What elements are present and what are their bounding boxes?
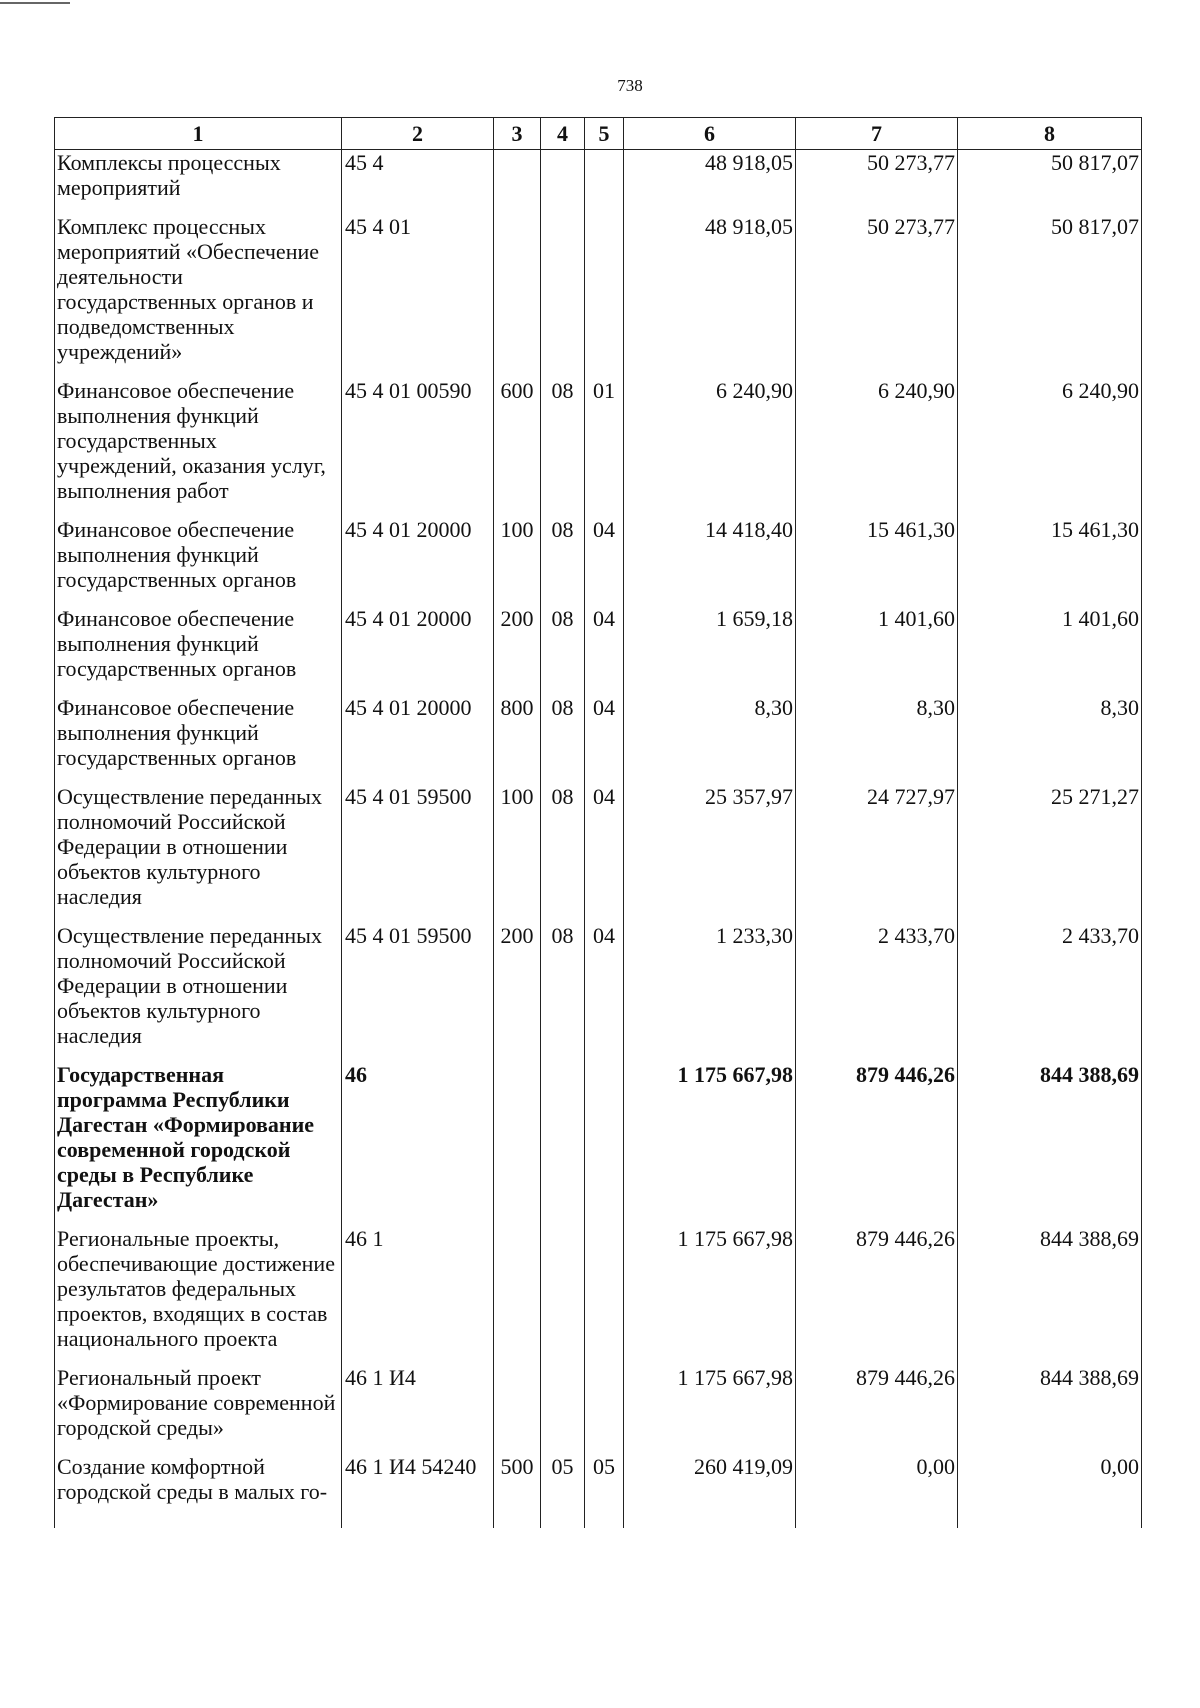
- page-number: 738: [617, 76, 643, 95]
- cell-subsection: 04: [585, 606, 624, 695]
- cell-amount-col8: 1 401,60: [958, 606, 1142, 695]
- cell-amount-col8: 2 433,70: [958, 923, 1142, 1062]
- cell-amount-col6: 48 918,05: [624, 150, 796, 215]
- cell-section: 05: [541, 1454, 585, 1528]
- cell-name: Региональный проект «Формирование современной городской среды»: [55, 1365, 342, 1454]
- cell-target-article: 46: [342, 1062, 494, 1226]
- cell-expense-type: [494, 150, 541, 215]
- cell-name: Создание комфортной городской среды в малых го-: [55, 1454, 342, 1528]
- cell-amount-col6: 14 418,40: [624, 517, 796, 606]
- table-row: [55, 150, 1142, 215]
- cell-section: 08: [541, 606, 585, 695]
- cell-target-article: 45 4 01 20000: [342, 606, 494, 695]
- cell-expense-type: 200: [494, 606, 541, 695]
- cell-amount-col6: 25 357,97: [624, 784, 796, 923]
- cell-amount-col7: 50 273,77: [796, 214, 958, 378]
- cell-amount-col7: 8,30: [796, 695, 958, 784]
- cell-name: Осуществление переданных полномочий Российской Федерации в отношении объектов культурного наследия: [55, 784, 342, 923]
- cell-amount-col8: 50 817,07: [958, 214, 1142, 378]
- table-body: [55, 150, 1142, 1529]
- cell-expense-type: 200: [494, 923, 541, 1062]
- cell-amount-col6: 1 175 667,98: [624, 1062, 796, 1226]
- column-header: 5: [585, 118, 624, 150]
- cell-subsection: 05: [585, 1454, 624, 1528]
- table-row: [55, 378, 1142, 517]
- cell-subsection: 04: [585, 517, 624, 606]
- cell-expense-type: [494, 1226, 541, 1365]
- cell-amount-col7: 879 446,26: [796, 1365, 958, 1454]
- cell-subsection: [585, 150, 624, 215]
- cell-subsection: [585, 214, 624, 378]
- cell-section: [541, 1226, 585, 1365]
- cell-amount-col7: 879 446,26: [796, 1226, 958, 1365]
- cell-name: Комплекс процессных мероприятий «Обеспечение деятельности государственных органов и подведомственных учреждений»: [55, 214, 342, 378]
- cell-section: 08: [541, 517, 585, 606]
- cell-subsection: [585, 1062, 624, 1226]
- column-header: 8: [958, 118, 1142, 150]
- cell-amount-col8: 0,00: [958, 1454, 1142, 1528]
- table-row: [55, 606, 1142, 695]
- cell-subsection: 01: [585, 378, 624, 517]
- cell-amount-col7: 0,00: [796, 1454, 958, 1528]
- table-row: [55, 784, 1142, 923]
- cell-amount-col8: 25 271,27: [958, 784, 1142, 923]
- cell-amount-col6: 6 240,90: [624, 378, 796, 517]
- cell-target-article: 45 4 01 00590: [342, 378, 494, 517]
- cell-expense-type: [494, 1365, 541, 1454]
- cell-amount-col8: 8,30: [958, 695, 1142, 784]
- table-row: [55, 1365, 1142, 1454]
- cell-section: 08: [541, 923, 585, 1062]
- cell-amount-col8: 844 388,69: [958, 1365, 1142, 1454]
- cell-name: Государственная программа Республики Дагестан «Формирование современной городской среды в Республике Дагестан»: [55, 1062, 342, 1226]
- cell-amount-col6: 48 918,05: [624, 214, 796, 378]
- cell-target-article: 45 4 01: [342, 214, 494, 378]
- cell-name: Финансовое обеспечение выполнения функций государственных учреждений, оказания услуг, выполнения работ: [55, 378, 342, 517]
- cell-expense-type: [494, 1062, 541, 1226]
- column-header: 7: [796, 118, 958, 150]
- cell-name: Комплексы процессных мероприятий: [55, 150, 342, 215]
- cell-expense-type: 500: [494, 1454, 541, 1528]
- cell-amount-col6: 1 175 667,98: [624, 1365, 796, 1454]
- table-row: [55, 517, 1142, 606]
- cell-amount-col7: 6 240,90: [796, 378, 958, 517]
- table-row: [55, 1454, 1142, 1528]
- cell-section: [541, 1062, 585, 1226]
- column-header: 2: [342, 118, 494, 150]
- cell-target-article: 46 1 И4 54240: [342, 1454, 494, 1528]
- cell-amount-col8: 844 388,69: [958, 1062, 1142, 1226]
- table-header-row: [55, 118, 1142, 150]
- table-row: [55, 923, 1142, 1062]
- cell-target-article: 45 4 01 20000: [342, 517, 494, 606]
- cell-expense-type: 100: [494, 517, 541, 606]
- cell-name: Осуществление переданных полномочий Российской Федерации в отношении объектов культурного наследия: [55, 923, 342, 1062]
- column-header: 3: [494, 118, 541, 150]
- cell-amount-col7: 24 727,97: [796, 784, 958, 923]
- cell-amount-col6: 1 659,18: [624, 606, 796, 695]
- cell-subsection: 04: [585, 923, 624, 1062]
- cell-amount-col7: 15 461,30: [796, 517, 958, 606]
- cell-name: Финансовое обеспечение выполнения функций государственных органов: [55, 517, 342, 606]
- cell-target-article: 46 1: [342, 1226, 494, 1365]
- cell-amount-col7: 879 446,26: [796, 1062, 958, 1226]
- cell-subsection: 04: [585, 784, 624, 923]
- cell-amount-col8: 6 240,90: [958, 378, 1142, 517]
- cell-expense-type: 600: [494, 378, 541, 517]
- cell-name: Финансовое обеспечение выполнения функций государственных органов: [55, 695, 342, 784]
- cell-name: Финансовое обеспечение выполнения функций государственных органов: [55, 606, 342, 695]
- cell-amount-col6: 260 419,09: [624, 1454, 796, 1528]
- cell-section: [541, 214, 585, 378]
- budget-table: [54, 117, 1142, 1528]
- column-header: 1: [55, 118, 342, 150]
- cell-amount-col6: 1 233,30: [624, 923, 796, 1062]
- cell-target-article: 45 4 01 20000: [342, 695, 494, 784]
- cell-section: 08: [541, 784, 585, 923]
- cell-target-article: 45 4 01 59500: [342, 784, 494, 923]
- column-header: 6: [624, 118, 796, 150]
- cell-section: 08: [541, 695, 585, 784]
- cell-section: [541, 1365, 585, 1454]
- table-row: [55, 214, 1142, 378]
- cell-expense-type: 100: [494, 784, 541, 923]
- cell-amount-col8: 15 461,30: [958, 517, 1142, 606]
- cell-amount-col6: 8,30: [624, 695, 796, 784]
- column-header: 4: [541, 118, 585, 150]
- cell-section: [541, 150, 585, 215]
- cell-subsection: 04: [585, 695, 624, 784]
- cell-expense-type: [494, 214, 541, 378]
- cell-amount-col8: 844 388,69: [958, 1226, 1142, 1365]
- cell-subsection: [585, 1226, 624, 1365]
- cell-expense-type: 800: [494, 695, 541, 784]
- cell-amount-col6: 1 175 667,98: [624, 1226, 796, 1365]
- cell-target-article: 45 4: [342, 150, 494, 215]
- cell-amount-col7: 1 401,60: [796, 606, 958, 695]
- cell-name: Региональные проекты, обеспечивающие достижение результатов федеральных проектов, входящих в состав национального проекта: [55, 1226, 342, 1365]
- table-row: [55, 1062, 1142, 1226]
- table-row: [55, 695, 1142, 784]
- cell-subsection: [585, 1365, 624, 1454]
- cell-amount-col7: 50 273,77: [796, 150, 958, 215]
- table-row: [55, 1226, 1142, 1365]
- cell-target-article: 45 4 01 59500: [342, 923, 494, 1062]
- cell-target-article: 46 1 И4: [342, 1365, 494, 1454]
- cell-amount-col8: 50 817,07: [958, 150, 1142, 215]
- cell-section: 08: [541, 378, 585, 517]
- cell-amount-col7: 2 433,70: [796, 923, 958, 1062]
